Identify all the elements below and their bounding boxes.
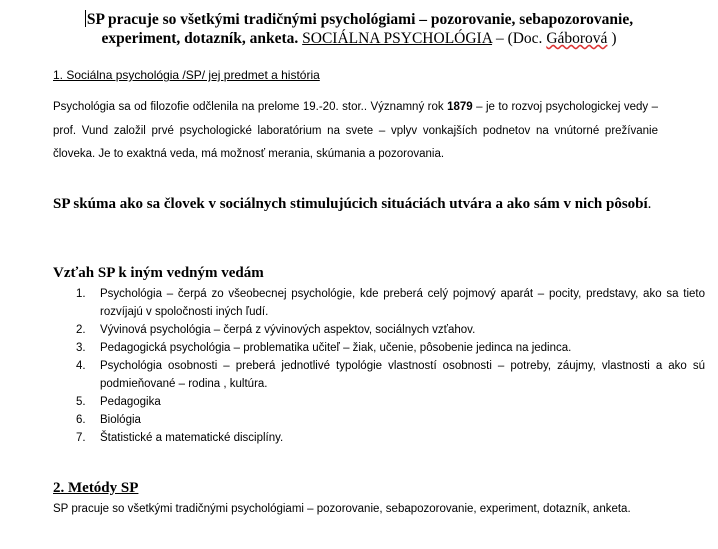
section2-paragraph: SP pracuje so všetkými tradičnými psychológiami – pozorovanie, sebapozorovanie, experiment, dotazník, anketa.: [53, 503, 631, 515]
list-item-text: Pedagogika: [100, 396, 161, 408]
list-item-text: Pedagogická psychológia – problematika učiteľ – žiak, učenie, pôsobenie jedinca na jedinca.: [100, 342, 572, 354]
section1-para-a: Psychológia sa od filozofie odčlenila na prelome 19.-20. stor.. Významný rok: [53, 101, 448, 113]
list-item-number: 4.: [76, 360, 86, 372]
title-bold-text: SP pracuje so všetkými tradičnými psychológiami – pozorovanie, sebapozorovanie, experiment, dotazník, anketa.: [86, 11, 634, 47]
list-item: [76, 411, 705, 429]
list-item-number: 5.: [76, 396, 86, 408]
definition-text: SP skúma ako sa človek v sociálnych stimulujúcich situáciách utvára a ako sám v nich pôsobí: [53, 196, 648, 212]
section1-year: 1879: [447, 101, 473, 113]
definition-paragraph: [53, 194, 658, 215]
list-item: [76, 339, 705, 357]
list-item: [76, 321, 705, 339]
list-item-number: 1.: [76, 288, 86, 300]
list-item: [76, 357, 705, 393]
section1-paragraph: [53, 96, 658, 167]
title-subject: SOCIÁLNA PSYCHOLÓGIA: [302, 30, 493, 47]
list-item-text: Štatistické a matematické disciplíny.: [100, 432, 284, 444]
title-author: Gáborová: [546, 30, 608, 47]
relations-list: [53, 285, 705, 447]
document-title: [50, 10, 668, 48]
list-item-number: 6.: [76, 414, 86, 426]
section1-heading: 1. Sociálna psychológia /SP/ jej predmet a história: [53, 68, 320, 82]
list-item: [76, 285, 705, 321]
list-item: [76, 393, 705, 411]
list-item-number: 3.: [76, 342, 86, 354]
list-item: [76, 429, 705, 447]
section2-heading: 2. Metódy SP: [53, 480, 139, 496]
definition-end: .: [647, 196, 652, 212]
list-item-number: 2.: [76, 324, 86, 336]
list-item-number: 7.: [76, 432, 86, 444]
title-close: ): [607, 30, 617, 47]
list-item-text: Psychológia osobnosti – preberá jednotlivé typológie vlastností osobnosti – potreby, záujmy, vlastnosti a ako sú podmieňované – rodina , kultúra.: [100, 360, 705, 390]
title-dash: – (Doc.: [492, 30, 547, 47]
list-item-text: Psychológia – čerpá zo všeobecnej psychológie, kde preberá celý pojmový aparát – pocity, predstavy, ako sa tieto rozvíjajú v spoločnosti iných ľudí.: [100, 288, 705, 318]
section1-para-b: – je to rozvoj psychologickej vedy – prof. Vund založil prvé psychologické laboratórium na svete – vplyv vonkajších podnetov na vnútorné prežívanie človeka. Je to exaktná veda, má možnosť merania, skúmania a pozorovania.: [53, 101, 658, 161]
relations-heading: Vzťah SP k iným vedným vedám: [53, 265, 264, 281]
text-cursor: [85, 10, 86, 27]
list-item-text: Biológia: [100, 414, 141, 426]
list-item-text: Vývinová psychológia – čerpá z vývinových aspektov, sociálnych vzťahov.: [100, 324, 476, 336]
